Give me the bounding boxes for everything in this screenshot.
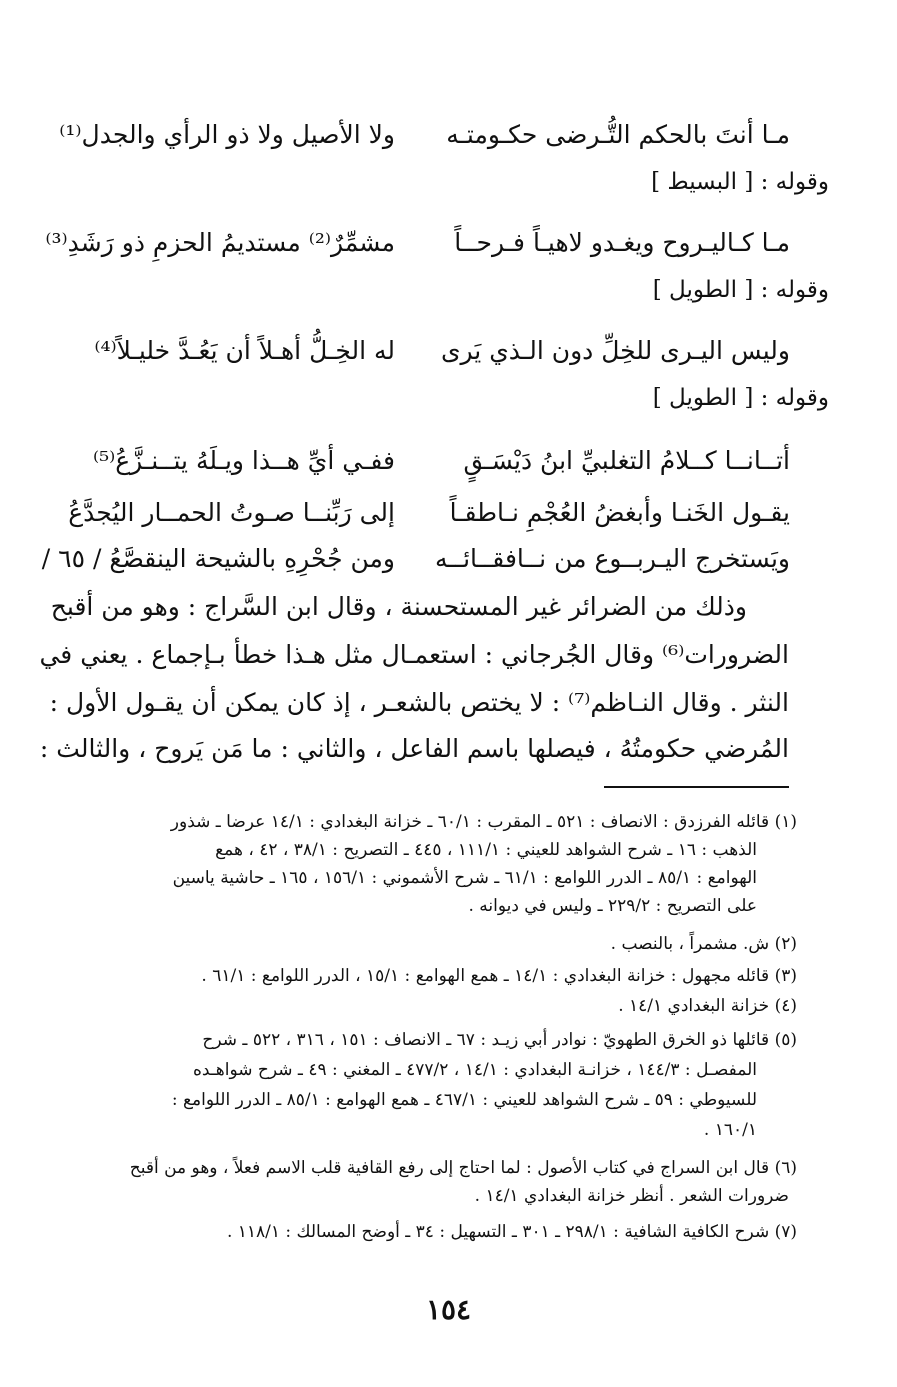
- footnote-line: (٧) شرح الكافية الشافية : ٢٩٨/١ ـ ٣٠١ ـ التسهيل : ٣٤ ـ أوضح المسالك : ١١٨/١ .: [226, 1222, 797, 1242]
- verse-first-hemistich: مـا كـاليـروح ويغـدو لاهيـاً فـرحــاً: [454, 228, 790, 257]
- meter-label: وقوله : [ الطويل ]: [652, 385, 829, 411]
- verse-line: [59, 110, 790, 160]
- verse-line: [45, 218, 790, 268]
- footnote-line: ضرورات الشعر . أنظر خزانة البغدادي ١٤/١ .: [474, 1186, 789, 1206]
- footnote-line: (٣) قائله مجهول : خزانة البغدادي : ١٤/١ ـ همع الهوامع : ١٥/١ ، الدرر اللوامع : ٦١/١ .: [201, 966, 797, 986]
- footnote-line: ١٦٠/١ .: [703, 1120, 757, 1140]
- footnote-line: الذهب : ١٦ ـ شرح الشواهد للعيني : ١١١/١ ، ٤٤٥ ـ التصريح : ٣٨/١ ، ٤٢ ، همع: [215, 840, 757, 860]
- footnote-line: (٥) قائلها ذو الخرق الطهويّ : نوادر أبي زيـد : ٦٧ ـ الانصاف : ١٥١ ، ٣١٦ ، ٥٢٢ ـ شرح: [202, 1030, 797, 1050]
- verse-first-hemistich: يقـول الخَنـا وأبغضُ العُجْمِ نـاطقـاً: [449, 498, 790, 527]
- verse-second-hemistich: ولا الأصيل ولا ذو الرأي والجدل⁽¹⁾: [59, 120, 395, 149]
- verse-line: [70, 488, 790, 538]
- footnote-line: المفصـل : ١٤٤/٣ ، خزانـة البغدادي : ١٤/١ ، ٤٧٧/٢ ـ المغني : ٤٩ ـ شرح شواهـده: [192, 1060, 757, 1080]
- prose-line: النثر . وقال النـاظم⁽⁷⁾ : لا يختص بالشعـر ، إذ كان يمكن أن يقـول الأول :: [49, 688, 789, 717]
- verse-first-hemistich: مـا أنتَ بالحكم التُّـرضى حكـومتـه: [446, 120, 790, 149]
- verse-line: [41, 534, 790, 584]
- verse-second-hemistich: ومن جُحْرِهِ بالشيحة الينقصَّعُ / ٦٥ /: [41, 544, 395, 573]
- footnote-line: (٤) خزانة البغدادي ١٤/١ .: [618, 996, 797, 1016]
- page-number: ١٥٤: [425, 1293, 472, 1326]
- footnote-line: على التصريح : ٢٢٩/٢ ـ وليس في ديوانه .: [468, 896, 757, 916]
- footnote-line: (٦) قال ابن السراج في كتاب الأصول : لما احتاج إلى رفع القافية قلب الاسم فعلاً ، وهو من أقبح: [129, 1158, 797, 1178]
- footnote-line: الهوامع : ٨٥/١ ـ الدرر اللوامع : ٦١/١ ـ شرح الأشموني : ١٥٦/١ ، ١٦٥ ـ حاشية ياسين: [172, 868, 757, 888]
- verse-second-hemistich: له الخِـلُّ أهـلاً أن يَعُـدَّ خليـلاً⁽⁴⁾: [94, 336, 395, 365]
- verse-first-hemistich: أتــانــا كــلامُ التغلبيِّ ابنُ دَيْسَـقٍ: [463, 446, 790, 475]
- verse-second-hemistich: مشمِّرٌ⁽²⁾ مستديمُ الحزمِ ذو رَشَدِ⁽³⁾: [45, 228, 395, 257]
- verse-line: [70, 436, 790, 486]
- meter-label: وقوله : [ البسيط ]: [651, 169, 829, 195]
- footnote-line: للسيوطي : ٥٩ ـ شرح الشواهد للعيني : ٤٦٧/١ ـ همع الهوامع : ٨٥/١ ـ الدرر اللوامع :: [171, 1090, 757, 1110]
- verse-line: [70, 326, 790, 376]
- footnote-line: (١) قائله الفرزدق : الانصاف : ٥٢١ ـ المقرب : ٦٠/١ ـ خزانة البغدادي : ١٤/١ عرضا ـ شذور: [170, 812, 797, 832]
- prose-line: الضرورات⁽⁶⁾ وقال الجُرجاني : استعمـال مثل هـذا خطأ بـإجماع . يعني في: [39, 640, 789, 669]
- verse-first-hemistich: وليس اليـرى للخِلِّ دون الـذي يَرى: [440, 336, 790, 365]
- footnote-separator: [604, 786, 789, 788]
- footnote-line: (٢) ش. مشمراً ، بالنصب .: [610, 934, 797, 954]
- prose-line: وذلك من الضرائر غير المستحسنة ، وقال ابن السَّراج : وهو من أقبح: [50, 592, 747, 621]
- verse-first-hemistich: ويَستخرج اليـربــوع من نــافقــائــه: [435, 544, 790, 573]
- meter-label: وقوله : [ الطويل ]: [652, 277, 829, 303]
- prose-line: المُرضي حكومتُهُ ، فيصلها باسم الفاعل ، والثاني : ما مَن يَروح ، والثالث :: [39, 734, 789, 763]
- verse-second-hemistich: ففـي أيِّ هــذا ويـلَهُ يتــنـزَّعُ⁽⁵⁾: [92, 446, 395, 475]
- verse-second-hemistich: إلى رَبِّنــا صـوتُ الحمــار اليُجدَّعُ: [68, 498, 395, 527]
